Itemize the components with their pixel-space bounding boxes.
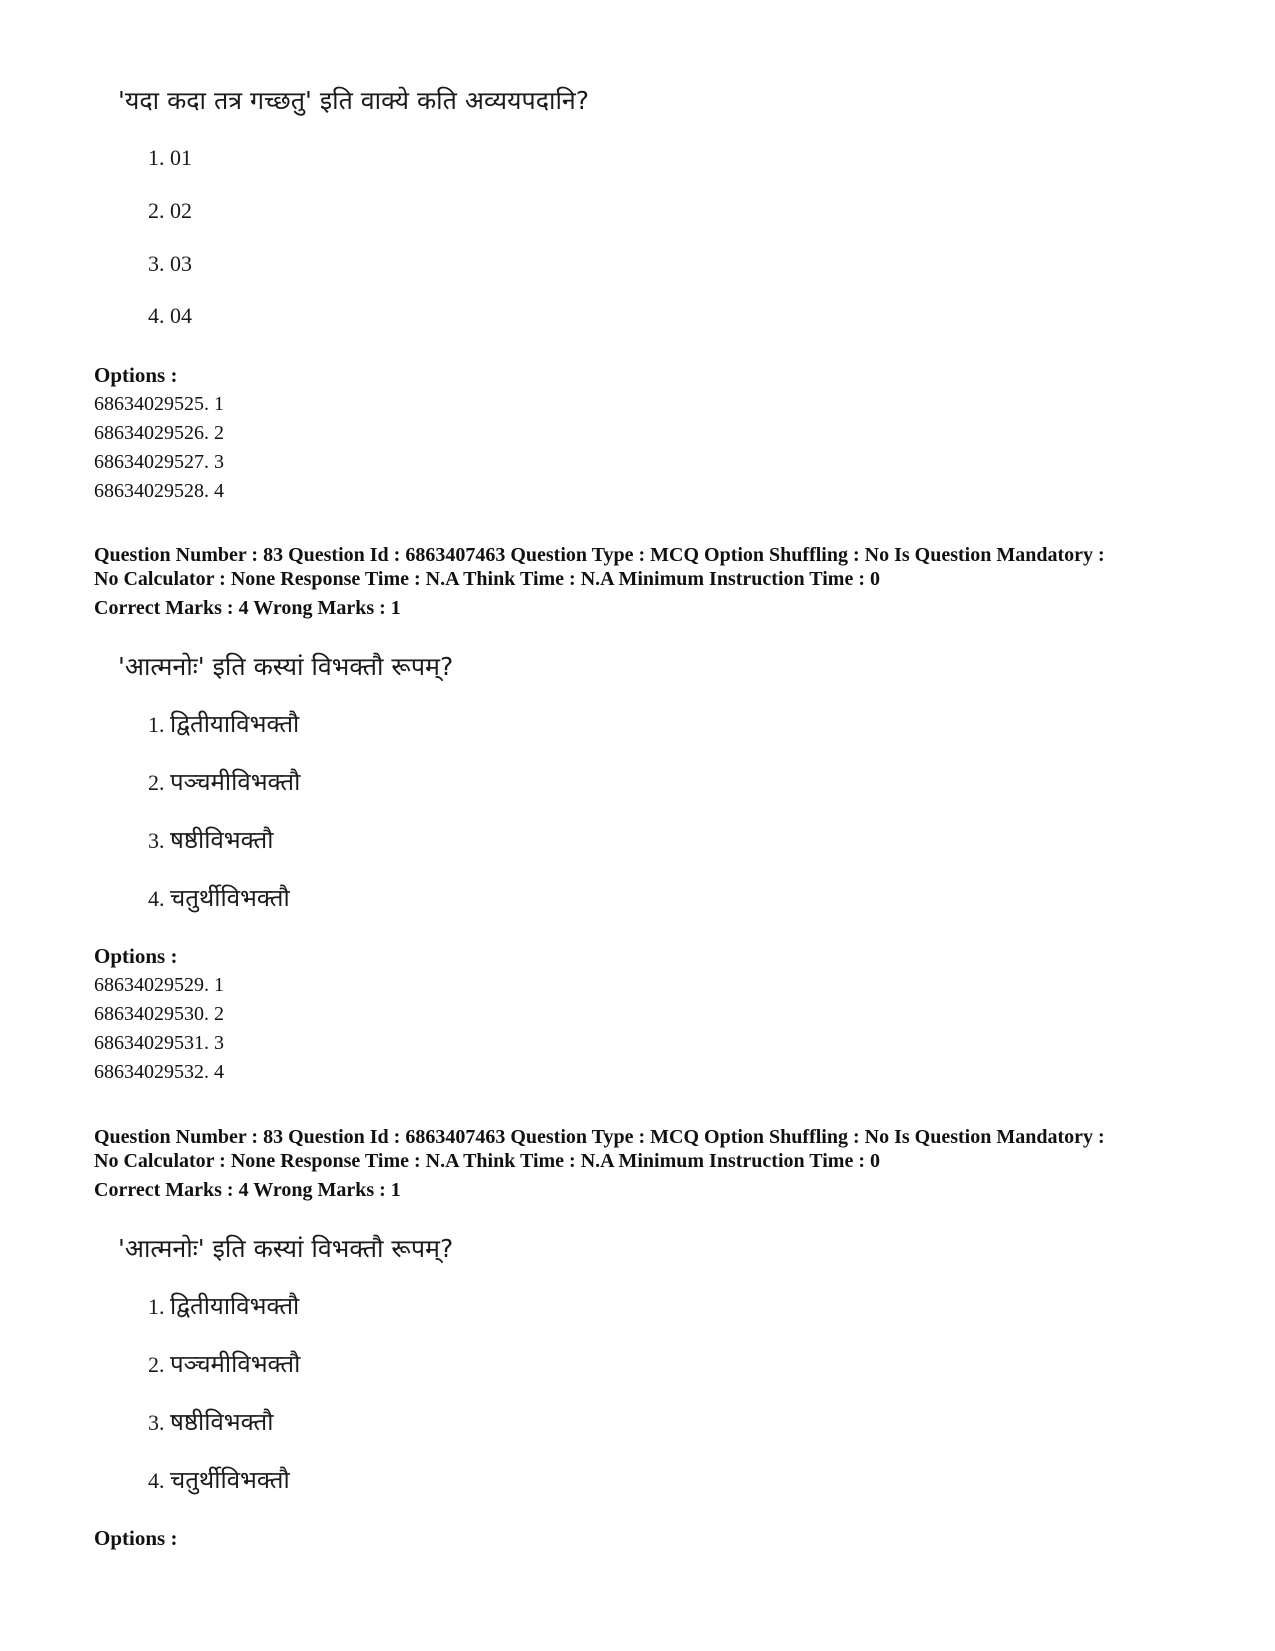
option-id-line: 68634029531. 3	[94, 1032, 224, 1054]
choice-number: 2.	[148, 1352, 165, 1377]
choice-item	[148, 826, 273, 855]
choice-text: पञ्चमीविभक्तौ	[170, 1350, 301, 1378]
choice-text: षष्ठीविभक्तौ	[170, 1408, 274, 1436]
choice-number: 3.	[148, 828, 165, 853]
choice-item	[148, 302, 192, 330]
choice-text: चतुर्थीविभक्तौ	[170, 1466, 290, 1494]
choice-item	[148, 1350, 300, 1379]
choice-number: 4.	[148, 1468, 165, 1493]
choice-number: 4.	[148, 886, 165, 911]
question-meta-line: No Calculator : None Response Time : N.A Think Time : N.A Minimum Instruction Time : 0	[94, 1150, 880, 1172]
choice-text: चतुर्थीविभक्तौ	[170, 884, 290, 912]
choice-number: 4.	[148, 303, 165, 328]
options-label: Options :	[94, 363, 178, 387]
choice-text: 01	[170, 145, 192, 170]
marks-line: Correct Marks : 4 Wrong Marks : 1	[94, 1179, 401, 1201]
choice-item	[148, 1408, 273, 1437]
choice-text: पञ्चमीविभक्तौ	[170, 768, 301, 796]
option-id-line: 68634029528. 4	[94, 480, 224, 502]
choice-item	[148, 197, 192, 225]
option-id-line: 68634029526. 2	[94, 422, 224, 444]
question-meta-line: Question Number : 83 Question Id : 6863407463 Question Type : MCQ Option Shuffling : No Is Question Mandatory :	[94, 1126, 1105, 1148]
choice-item	[148, 1466, 290, 1495]
choice-number: 1.	[148, 1294, 165, 1319]
choice-number: 2.	[148, 770, 165, 795]
question-meta-line: Question Number : 83 Question Id : 6863407463 Question Type : MCQ Option Shuffling : No Is Question Mandatory :	[94, 544, 1105, 566]
question-text: 'यदा कदा तत्र गच्छतु' इति वाक्ये कति अव्ययपदानि?	[118, 86, 590, 115]
option-id-line: 68634029529. 1	[94, 974, 224, 996]
question-text: 'आत्मनोः' इति कस्यां विभक्तौ रूपम्?	[118, 652, 454, 681]
option-id-line: 68634029527. 3	[94, 451, 224, 473]
choice-number: 3.	[148, 251, 165, 276]
question-text: 'आत्मनोः' इति कस्यां विभक्तौ रूपम्?	[118, 1234, 454, 1263]
choice-item	[148, 884, 290, 913]
choice-text: 04	[170, 303, 192, 328]
choice-text: 02	[170, 198, 192, 223]
choice-number: 1.	[148, 712, 165, 737]
choice-text: षष्ठीविभक्तौ	[170, 826, 274, 854]
choice-item	[148, 1292, 299, 1321]
choice-number: 3.	[148, 1410, 165, 1435]
options-label: Options :	[94, 944, 178, 968]
marks-line: Correct Marks : 4 Wrong Marks : 1	[94, 597, 401, 619]
option-id-line: 68634029530. 2	[94, 1003, 224, 1025]
choice-item	[148, 710, 299, 739]
choice-text: द्वितीयाविभक्तौ	[170, 710, 300, 738]
choice-item	[148, 250, 192, 278]
question-meta-line: No Calculator : None Response Time : N.A Think Time : N.A Minimum Instruction Time : 0	[94, 568, 880, 590]
option-id-line: 68634029532. 4	[94, 1061, 224, 1083]
choice-text: 03	[170, 251, 192, 276]
choice-number: 2.	[148, 198, 165, 223]
choice-number: 1.	[148, 145, 165, 170]
choice-item	[148, 144, 192, 172]
options-label: Options :	[94, 1526, 178, 1550]
option-id-line: 68634029525. 1	[94, 393, 224, 415]
choice-item	[148, 768, 300, 797]
choice-text: द्वितीयाविभक्तौ	[170, 1292, 300, 1320]
